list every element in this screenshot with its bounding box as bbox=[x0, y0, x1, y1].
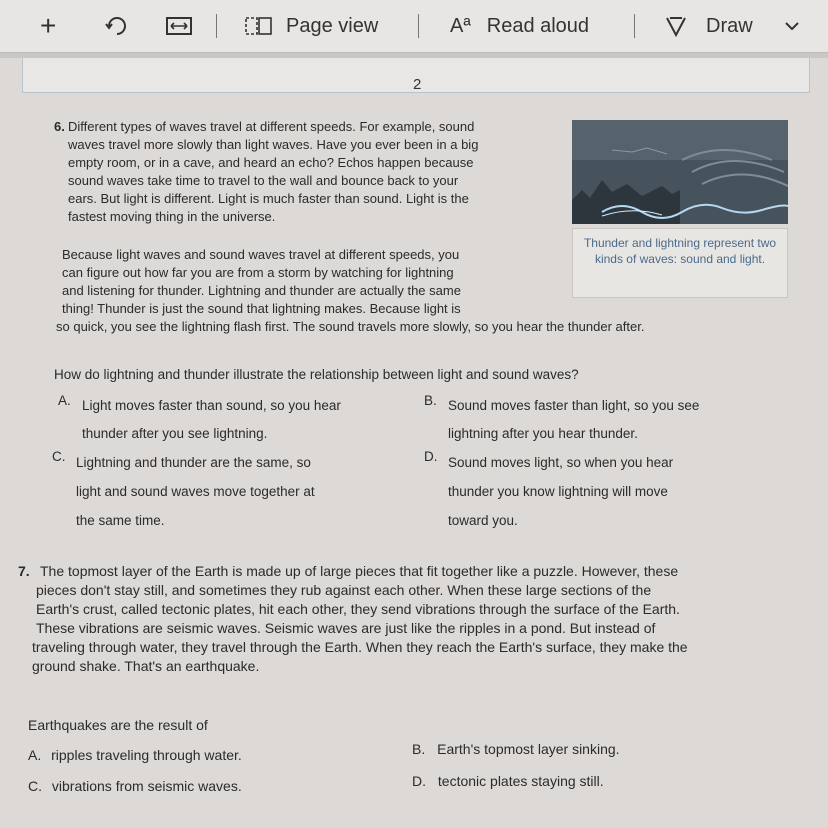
question-number: 7. bbox=[18, 563, 30, 579]
option-letter: B. bbox=[424, 393, 437, 408]
toolbar-divider bbox=[216, 14, 217, 38]
pen-icon bbox=[664, 14, 688, 38]
page-view-label: Page view bbox=[286, 14, 379, 37]
option-line: the same time. bbox=[76, 513, 165, 528]
toolbar-divider bbox=[634, 14, 635, 38]
chevron-down-icon[interactable] bbox=[784, 0, 800, 52]
question-number: 6. bbox=[54, 119, 65, 134]
passage-line: ground shake. That's an earthquake. bbox=[32, 658, 260, 674]
option-letter: A. bbox=[58, 393, 71, 408]
add-note-button[interactable]: + bbox=[40, 10, 57, 41]
option-text: Earth's topmost layer sinking. bbox=[437, 741, 620, 757]
fit-width-icon[interactable] bbox=[166, 0, 192, 52]
answer-option-a[interactable] bbox=[58, 392, 341, 448]
answer-option-c[interactable] bbox=[52, 448, 315, 535]
option-text: tectonic plates staying still. bbox=[437, 773, 604, 789]
option-letter: D. bbox=[424, 449, 438, 464]
passage-line: traveling through water, they travel through the Earth. When they reach the Earth's surface, they make the bbox=[32, 639, 688, 655]
option-line: thunder after you see lightning. bbox=[82, 426, 268, 441]
option-line: thunder you know lightning will move bbox=[448, 484, 668, 499]
toolbar-divider bbox=[418, 14, 419, 38]
question-6-passage-continued bbox=[56, 246, 782, 336]
passage-line: Because light waves and sound waves travel at different speeds, you bbox=[62, 247, 460, 262]
passage-line: thing! Thunder is just the sound that lightning makes. Because light is bbox=[62, 301, 461, 316]
option-line: Sound moves light, so when you hear bbox=[448, 455, 674, 470]
option-line: toward you. bbox=[448, 513, 518, 528]
passage-line: and listening for thunder. Lightning and thunder are actually the same bbox=[62, 283, 461, 298]
option-line: Light moves faster than sound, so you hear bbox=[82, 398, 341, 413]
page-view-button[interactable] bbox=[244, 0, 378, 52]
answer-option-a[interactable] bbox=[28, 746, 242, 764]
question-7-passage bbox=[18, 562, 800, 676]
page-view-icon bbox=[244, 15, 274, 37]
option-letter: A. bbox=[28, 747, 42, 763]
answer-option-b[interactable] bbox=[424, 392, 699, 448]
passage-line: fastest moving thing in the universe. bbox=[68, 209, 276, 224]
option-letter: D. bbox=[412, 773, 426, 789]
read-aloud-label: Read aloud bbox=[486, 14, 590, 37]
option-letter: C. bbox=[52, 449, 66, 464]
draw-label: Draw bbox=[706, 14, 753, 37]
option-letter: B. bbox=[412, 741, 426, 757]
image-caption: Thunder and lightning represent two kinds of waves: sound and light. bbox=[572, 228, 788, 298]
question-7-prompt: Earthquakes are the result of bbox=[28, 717, 208, 733]
answer-option-c[interactable] bbox=[28, 777, 242, 795]
thunder-lightning-image bbox=[572, 120, 788, 224]
read-aloud-icon: Aª bbox=[450, 14, 471, 37]
passage-line: so quick, you see the lightning flash first. The sound travels more slowly, so you hear the thunder after. bbox=[56, 319, 645, 334]
option-line: Lightning and thunder are the same, so bbox=[76, 455, 311, 470]
option-letter: C. bbox=[28, 778, 42, 794]
passage-line: These vibrations are seismic waves. Seismic waves are just like the ripples in a pond. But instead of bbox=[36, 620, 656, 636]
rotate-icon[interactable] bbox=[104, 0, 130, 52]
passage-line: waves travel more slowly than light waves. Have you ever been in a big bbox=[68, 137, 479, 152]
passage-line: The topmost layer of the Earth is made up of large pieces that fit together like a puzzle. However, these bbox=[40, 563, 679, 579]
passage-line: empty room, or in a cave, and heard an echo? Echos happen because bbox=[68, 155, 474, 170]
reader-toolbar bbox=[0, 0, 828, 53]
option-line: lightning after you hear thunder. bbox=[448, 426, 638, 441]
passage-line: can figure out how far you are from a storm by watching for lightning bbox=[62, 265, 454, 280]
passage-line: Earth's crust, called tectonic plates, hit each other, they send vibrations through the surface of the Earth. bbox=[36, 601, 680, 617]
passage-line: ears. But light is different. Light is much faster than sound. Light is the bbox=[68, 191, 469, 206]
read-aloud-button[interactable] bbox=[450, 0, 589, 52]
answer-option-b[interactable] bbox=[412, 740, 620, 758]
question-6-prompt: How do lightning and thunder illustrate the relationship between light and sound waves? bbox=[54, 367, 579, 382]
answer-option-d[interactable] bbox=[424, 448, 673, 535]
option-line: light and sound waves move together at bbox=[76, 484, 315, 499]
option-line: Sound moves faster than light, so you see bbox=[448, 398, 700, 413]
option-text: ripples traveling through water. bbox=[51, 747, 242, 763]
option-text: vibrations from seismic waves. bbox=[51, 778, 242, 794]
passage-line: sound waves take time to travel to the wall and bounce back to your bbox=[68, 173, 459, 188]
page-number: 2 bbox=[413, 76, 422, 93]
passage-line: Different types of waves travel at different speeds. For example, sound bbox=[68, 119, 475, 134]
draw-button[interactable] bbox=[664, 0, 753, 52]
question-6-passage bbox=[54, 118, 564, 226]
answer-option-d[interactable] bbox=[412, 772, 604, 790]
passage-line: pieces don't stay still, and sometimes they rub against each other. When these large sections of the bbox=[36, 582, 652, 598]
